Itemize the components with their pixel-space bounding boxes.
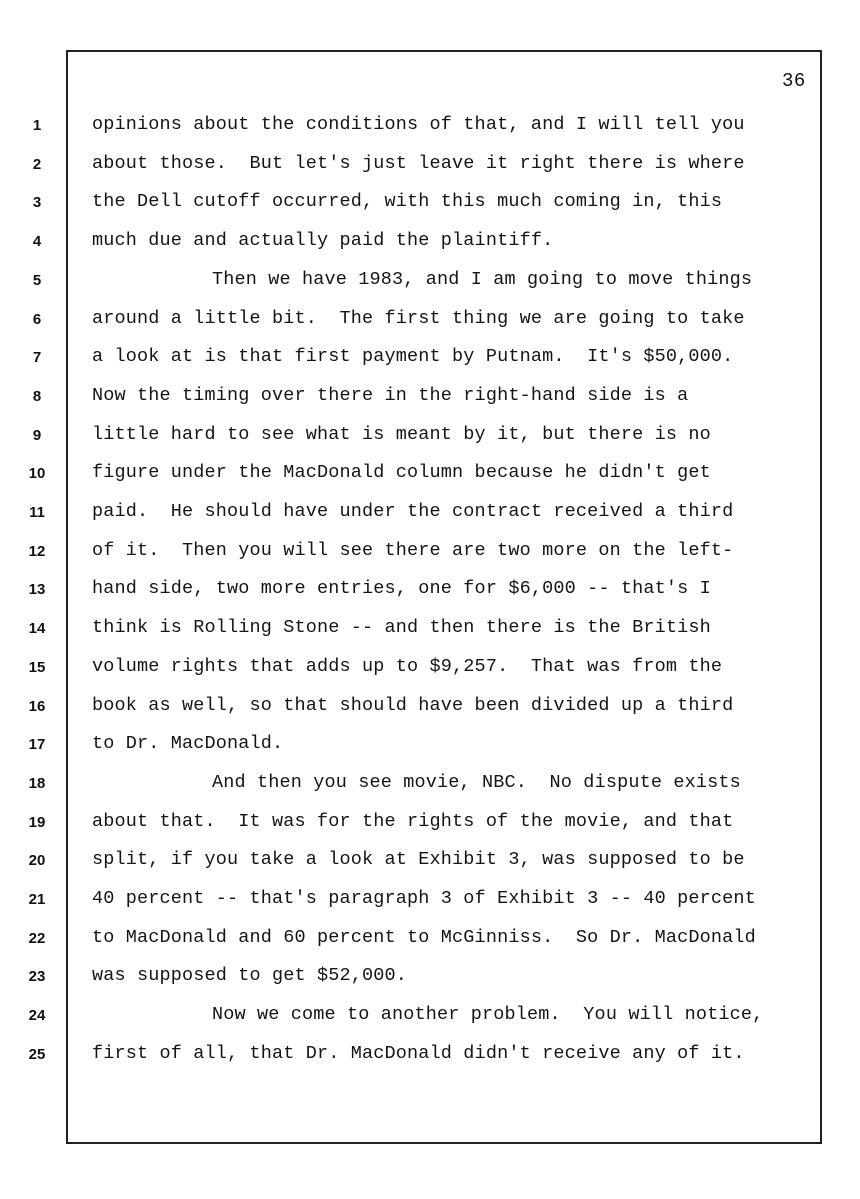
transcript-line: Now we come to another problem. You will notice, bbox=[212, 1004, 764, 1026]
line-number-column bbox=[0, 0, 60, 1199]
line-number: 11 bbox=[29, 504, 45, 521]
line-number: 2 bbox=[32, 155, 42, 173]
line-number: 12 bbox=[28, 542, 46, 560]
line-number: 18 bbox=[28, 774, 46, 792]
transcript-line: And then you see movie, NBC. No dispute exists bbox=[212, 771, 741, 793]
line-number: 25 bbox=[28, 1045, 46, 1063]
line-number: 8 bbox=[32, 387, 42, 405]
transcript-body bbox=[92, 0, 812, 1199]
line-number: 4 bbox=[32, 233, 42, 251]
transcript-line: paid. He should have under the contract received a third bbox=[92, 501, 734, 522]
line-number: 13 bbox=[28, 581, 46, 599]
transcript-line: Now the timing over there in the right-hand side is a bbox=[92, 384, 689, 406]
line-number: 3 bbox=[32, 194, 42, 212]
transcript-line: book as well, so that should have been divided up a third bbox=[92, 694, 734, 716]
transcript-line: a look at is that first payment by Putnam. It's $50,000. bbox=[92, 346, 734, 368]
transcript-line: to MacDonald and 60 percent to McGinniss. So Dr. MacDonald bbox=[92, 926, 756, 948]
transcript-line: around a little bit. The first thing we are going to take bbox=[92, 307, 745, 329]
transcript-line: Then we have 1983, and I am going to move things bbox=[212, 268, 753, 290]
transcript-line: to Dr. MacDonald. bbox=[92, 733, 284, 755]
transcript-line: 40 percent -- that's paragraph 3 of Exhibit 3 -- 40 percent bbox=[92, 888, 756, 909]
transcript-line: first of all, that Dr. MacDonald didn't receive any of it. bbox=[92, 1042, 745, 1064]
transcript-line: hand side, two more entries, one for $6,000 -- that's I bbox=[92, 578, 711, 600]
line-number: 10 bbox=[28, 465, 46, 483]
line-number: 24 bbox=[28, 1007, 46, 1025]
line-number: 6 bbox=[32, 310, 42, 328]
transcript-line: was supposed to get $52,000. bbox=[92, 965, 408, 987]
transcript-line: of it. Then you will see there are two more on the left- bbox=[92, 539, 734, 561]
line-number: 1 bbox=[32, 117, 42, 134]
line-number: 19 bbox=[28, 813, 46, 831]
line-number: 7 bbox=[32, 349, 42, 367]
line-number: 17 bbox=[28, 736, 46, 754]
transcript-line: much due and actually paid the plaintiff. bbox=[92, 230, 554, 252]
transcript-line: figure under the MacDonald column because he didn't get bbox=[92, 462, 711, 484]
line-number: 5 bbox=[32, 271, 42, 289]
line-number: 23 bbox=[28, 968, 46, 986]
transcript-line: volume rights that adds up to $9,257. That was from the bbox=[92, 655, 723, 677]
transcript-line: little hard to see what is meant by it, but there is no bbox=[92, 423, 711, 445]
line-number: 15 bbox=[28, 658, 46, 676]
line-number: 20 bbox=[28, 852, 46, 870]
line-number: 22 bbox=[28, 929, 46, 947]
transcript-line: split, if you take a look at Exhibit 3, was supposed to be bbox=[92, 849, 745, 871]
transcript-line: the Dell cutoff occurred, with this much coming in, this bbox=[92, 191, 723, 213]
transcript-line: think is Rolling Stone -- and then there is the British bbox=[92, 617, 711, 639]
page-number: 36 bbox=[782, 70, 806, 92]
line-number: 14 bbox=[28, 620, 46, 638]
transcript-line: about that. It was for the rights of the movie, and that bbox=[92, 810, 734, 832]
line-number: 9 bbox=[32, 426, 42, 444]
line-number: 16 bbox=[28, 697, 46, 715]
line-number: 21 bbox=[28, 891, 46, 908]
transcript-line: about those. But let's just leave it right there is where bbox=[92, 152, 745, 174]
transcript-line: opinions about the conditions of that, and I will tell you bbox=[92, 114, 745, 135]
